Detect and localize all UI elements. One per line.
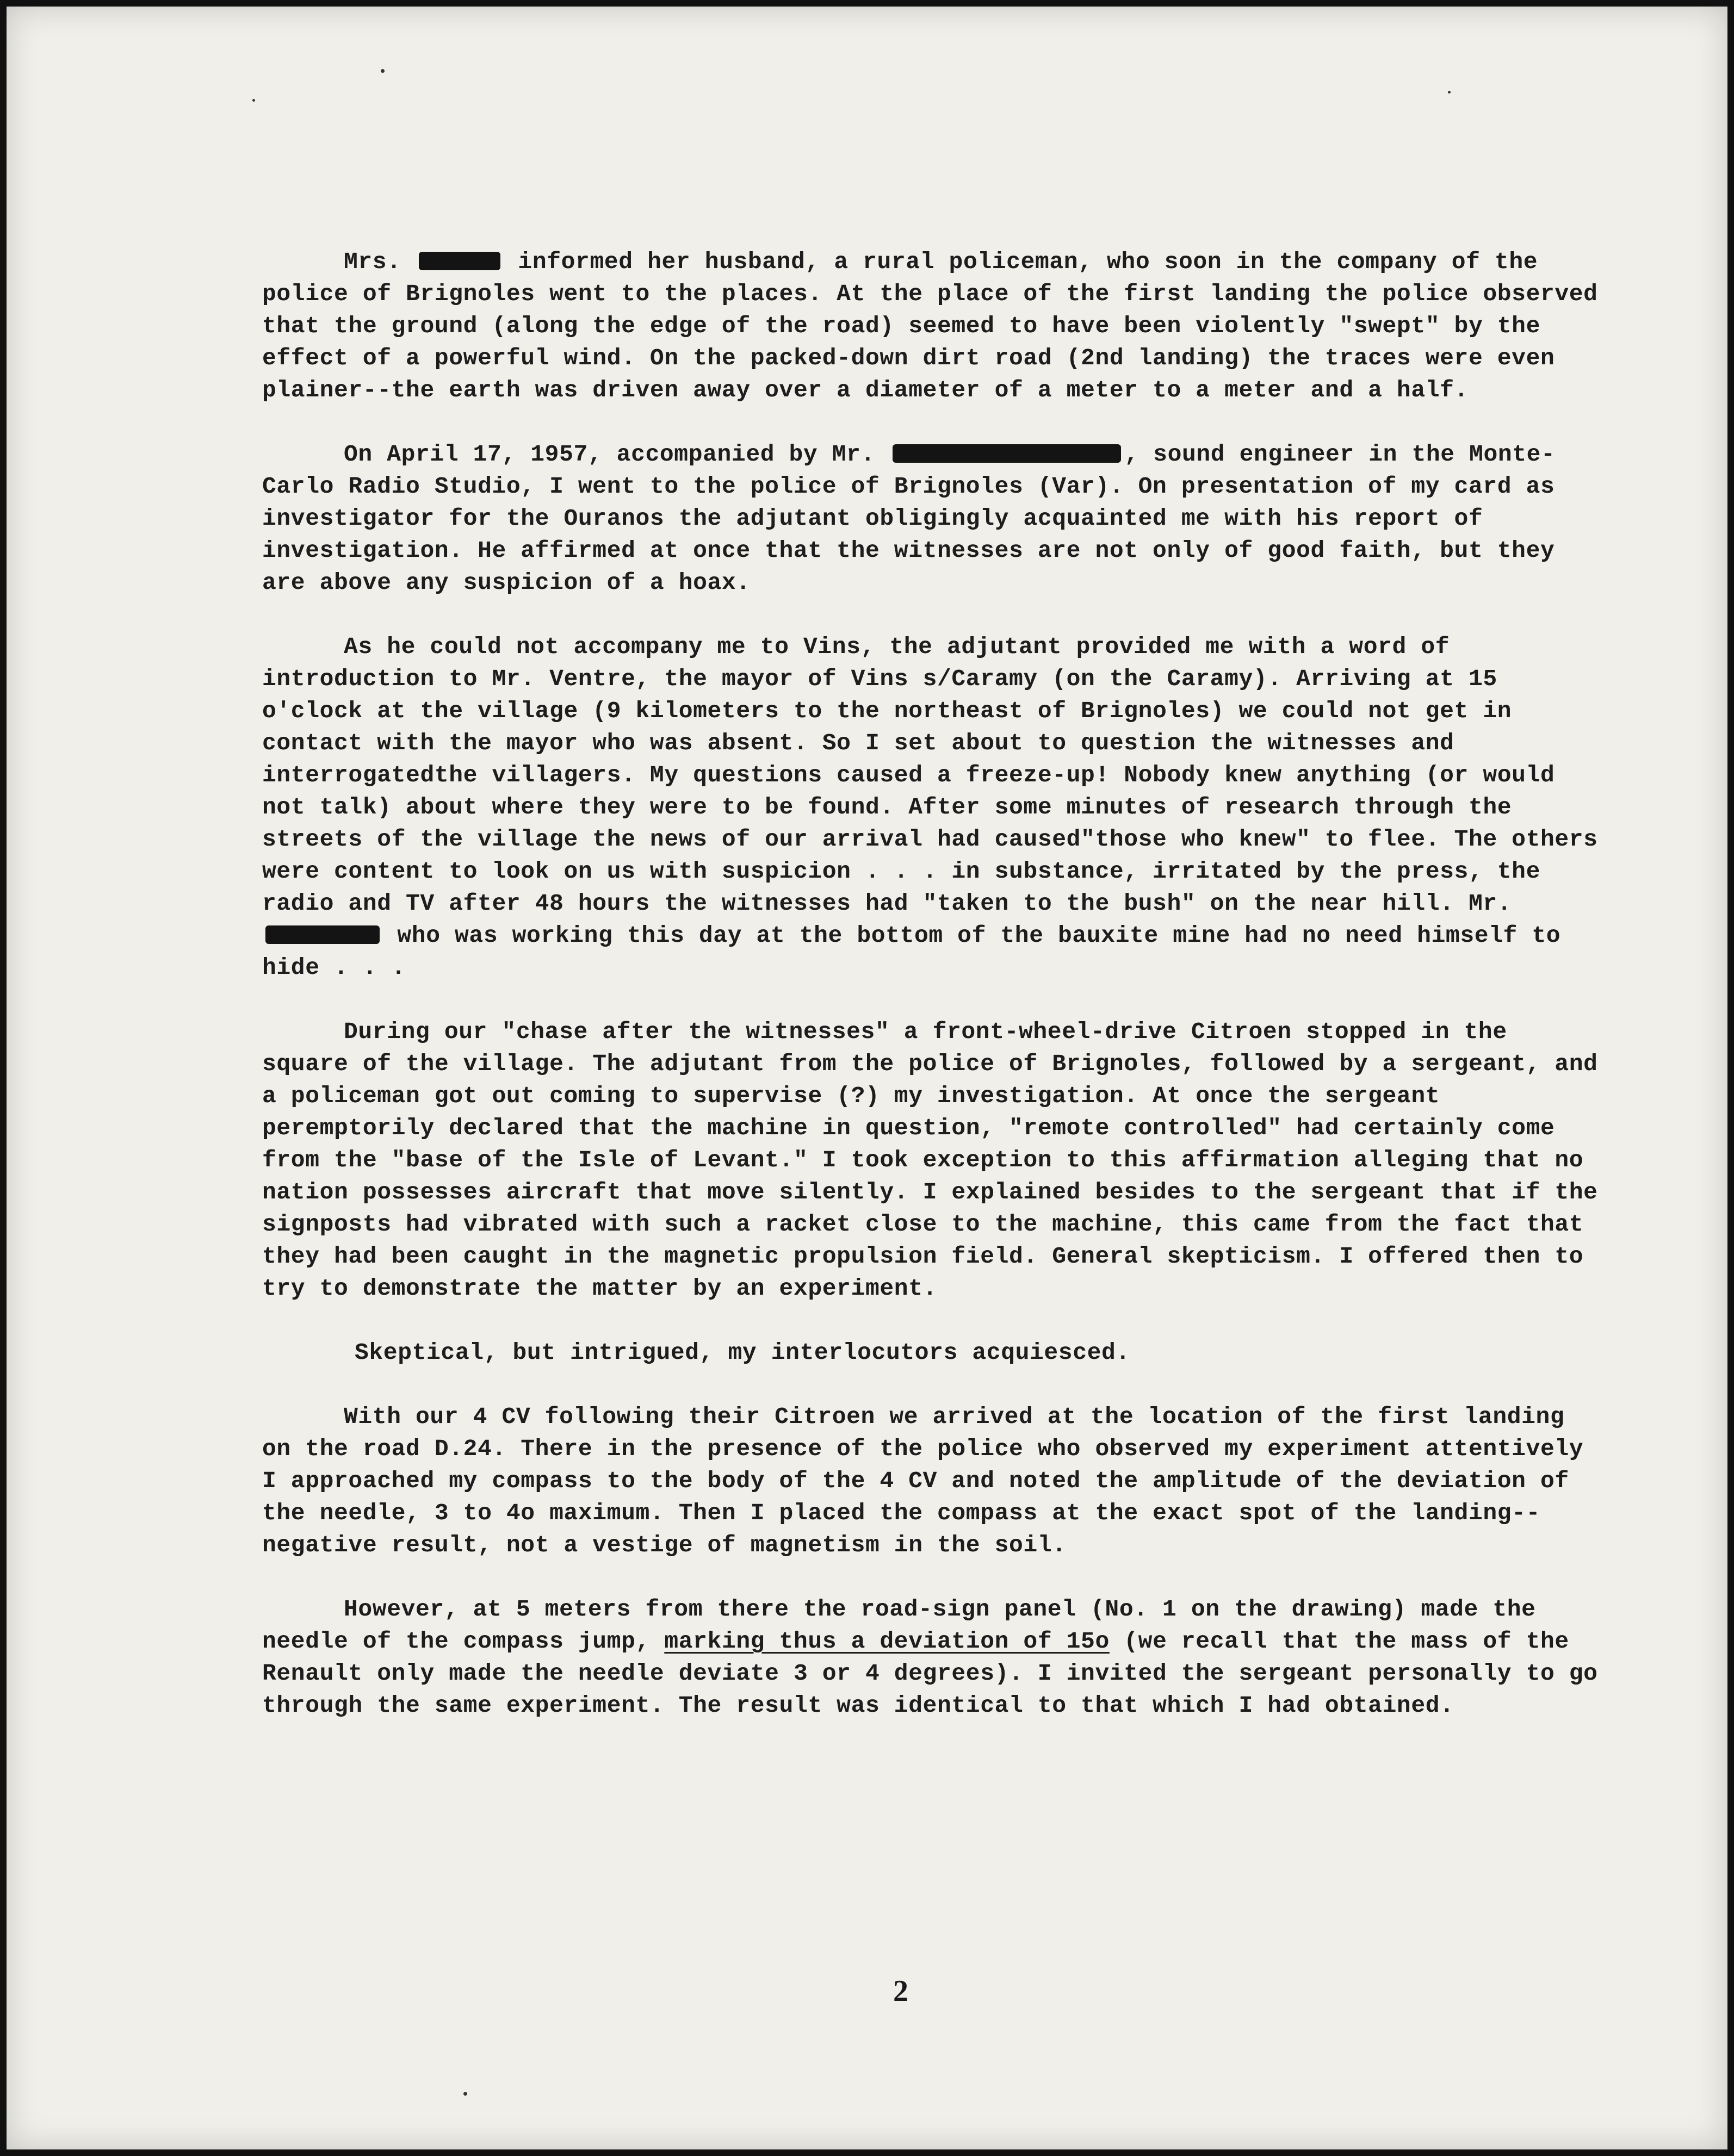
document-sheet	[7, 7, 1727, 2149]
paragraph-text: On April 17, 1957, accompanied by Mr.	[344, 441, 890, 468]
paragraph-text: During our "chase after the witnesses" a front-wheel-drive Citroen stopped in the square of the village. The adjutant from the police of Brignoles, followed by a sergeant, and a policeman got out coming to supervise (?) my investigation. At once the sergeant peremptorily declared that the machine in question, "remote controlled" had certainly come from the "base of the Isle of Levant." I took exception to this affirmation alleging that no nation possesses aircraft that move silently. I explained besides to the sergeant that if the signposts had vibrated with such a racket close to the machine, this came from the fact that they had been caught in the magnetic propulsion field. General skepticism. I offered then to try to demonstrate the matter by an experiment.	[262, 1018, 1598, 1302]
document-body	[262, 246, 1600, 1754]
scan-speck	[381, 69, 385, 73]
underlined-text: marking thus a deviation of 15o	[664, 1628, 1110, 1655]
paragraph-citroen-police	[262, 1016, 1600, 1304]
paragraph-report-police	[262, 246, 1600, 406]
paragraph-text: who was working this day at the bottom of the bauxite mine had no need himself to hide . . .	[262, 922, 1561, 981]
paragraph-text: With our 4 CV following their Citroen we arrived at the location of the first landing on the road D.24. There in the presence of the police who observed my experiment attentively I approached my compass to the body of the 4 CV and noted the amplitude of the deviation of the needle, 3 to 4o maximum. Then I placed the compass at the exact spot of the landing--negative result, not a vestige of magnetism in the soil.	[262, 1403, 1584, 1558]
paragraph-visit-brignoles	[262, 438, 1600, 599]
paragraph-text: (we recall that the mass of the Renault only made the needle deviate 3 or 4 degrees). I invited the sergeant personally to go through the same experiment. The result was identical to that which I had obtained.	[262, 1628, 1598, 1719]
paragraph-compass-experiment	[262, 1401, 1600, 1561]
paragraph-text: informed her husband, a rural policeman, who soon in the company of the police of Brignoles went to the places. At the place of the first landing the police observed that the ground (along the edge of the road) seemed to have been violently "swept" by the effect of a powerful wind. On the packed-down dirt road (2nd landing) the traces were even plainer--the earth was driven away over a diameter of a meter to a meter and a half.	[262, 248, 1598, 403]
redaction-mark	[265, 925, 380, 944]
redaction-mark	[419, 252, 500, 270]
paragraph-village-search	[262, 631, 1600, 984]
scan-speck	[1448, 91, 1451, 94]
paragraph-text: , sound engineer in the Monte-Carlo Radio Studio, I went to the police of Brignoles (Var). On presentation of my card as investigator for the Ouranos the adjutant obligingly acquainted me with his report of investigation. He affirmed at once that the witnesses are not only of good faith, but they are above any suspicion of a hoax.	[262, 441, 1556, 596]
page-number: 2	[893, 1974, 908, 2008]
paragraph-skeptical	[262, 1337, 1600, 1369]
scan-speck	[252, 99, 255, 102]
paragraph-text: Skeptical, but intrigued, my interlocutors acquiesced.	[355, 1339, 1130, 1366]
paragraph-text: However, at 5 meters from there the road-sign panel (No. 1 on the drawing) made the needle of the compass jump,	[262, 1596, 1536, 1655]
paragraph-road-sign	[262, 1593, 1600, 1722]
redaction-mark	[893, 444, 1121, 463]
paragraph-text: As he could not accompany me to Vins, the adjutant provided me with a word of introduction to Mr. Ventre, the mayor of Vins s/Caramy (on the Caramy). Arriving at 15 o'clock at the village (9 kilometers to the northeast of Brignoles) we could not get in contact with the mayor who was absent. So I set about to question the witnesses and interrogatedthe villagers. My questions caused a freeze-up! Nobody knew anything (or would not talk) about where they were to be found. After some minutes of research through the streets of the village the news of our arrival had caused"those who knew" to flee. The others were content to look on us with suspicion . . . in substance, irritated by the press, the radio and TV after 48 hours the witnesses had "taken to the bush" on the near hill. Mr.	[262, 633, 1598, 917]
paragraph-text: Mrs.	[344, 248, 416, 275]
scan-speck	[463, 2092, 467, 2096]
